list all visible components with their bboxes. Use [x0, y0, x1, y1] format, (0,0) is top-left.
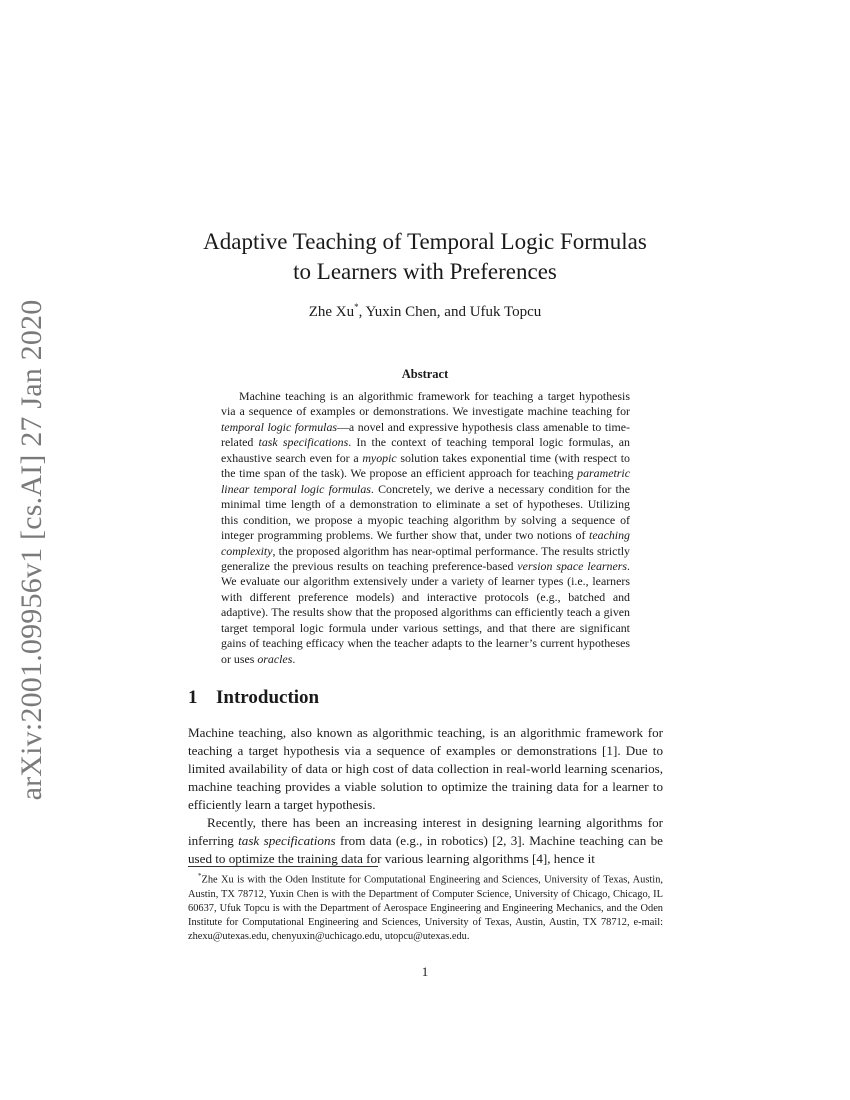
- abstract-emphasis: oracles: [257, 651, 293, 666]
- abstract-segment: —a novel and expressive hypothesis class amenable to time-related: [221, 419, 630, 450]
- abstract-emphasis: version space learners: [517, 558, 628, 573]
- abstract-segment: solution takes exponential time (with respect to the time span of the task). We propose an efficient approach for teaching: [221, 450, 630, 481]
- author-first: Zhe Xu: [308, 304, 355, 320]
- author-affiliation-footnote: [188, 869, 663, 944]
- section-heading-introduction: [188, 687, 319, 709]
- author-list: [150, 302, 700, 321]
- abstract-segment: , the proposed algorithm has near-optimal performance. The results strictly generalize the previous results on teaching preference-based: [221, 543, 630, 573]
- intro-paragraph-1: Machine teaching, also known as algorithmic teaching, is an algorithmic framework for teaching a target hypothesis via a sequence of examples or demonstrations [1]. Due to limited availability of data or high cost of data collection in real-world learning scenarios, machine teaching provides a viable solution to optimize the training data for a learner to efficiently learn a target hypothesis.: [188, 725, 663, 813]
- paper-title: [150, 227, 700, 287]
- page-number: 1: [421, 964, 429, 979]
- section-number: 1: [188, 687, 198, 708]
- abstract-heading: Abstract: [401, 367, 449, 381]
- abstract-segment: .: [292, 651, 296, 666]
- footnote-divider: [188, 866, 378, 867]
- intro-segment: from data (e.g., in robotics) [2, 3]. Machine teaching can be used to optimize the training data for various learning algorithms [4], hence it: [188, 833, 663, 867]
- abstract-emphasis: task specifications: [258, 435, 349, 450]
- paper-title-line-1: Adaptive Teaching of Temporal Logic Formulas: [203, 229, 647, 254]
- abstract-body: [221, 389, 630, 667]
- arxiv-identifier-stamp: [2, 300, 62, 800]
- footnote-mark: *: [198, 872, 202, 880]
- abstract-emphasis: myopic: [362, 450, 397, 465]
- abstract-segment: . In the context of teaching temporal logic formulas, an exhaustive search even for a: [221, 435, 630, 465]
- abstract-segment: . Concretely, we derive a necessary condition for the minimal time length of a demonstration to eliminate a set of hypotheses. Utilizing this condition, we propose a myopic teaching algorithm by solving a sequence of integer programming problems. We further show that, under two notions of: [221, 481, 630, 543]
- footnote-text: Zhe Xu is with the Oden Institute for Computational Engineering and Sciences, University of Texas, Austin, Austin, TX 78712, Yuxin Chen is with the Department of Computer Science, University of Chicago, Chicago, IL 60637, Ufuk Topcu is with the Department of Aerospace Engineering and Engineering Mechanics, and the Oden Institute for Computational Engineering and Sciences, University of Texas, Austin, Austin, TX 78712, e-mail: zhexu@utexas.edu, chenyuxin@uchicago.edu, utopcu@utexas.edu.: [188, 874, 663, 943]
- introduction-body: [188, 724, 663, 868]
- abstract-paragraph: [221, 389, 630, 667]
- abstract-emphasis: parametric linear temporal logic formulas: [221, 466, 630, 496]
- paper-title-line-2: to Learners with Preferences: [293, 259, 557, 284]
- intro-paragraph-2: [188, 814, 663, 868]
- intro-emphasis: task specifications: [238, 833, 336, 849]
- intro-segment: Recently, there has been an increasing interest in designing learning algorithms for inferring: [188, 815, 663, 849]
- abstract-segment: . We evaluate our algorithm extensively under a variety of learner types (i.e., learners with different preference models) and interactive protocols (e.g., batched and adaptive). The results show that the proposed algorithms can efficiently teach a given target temporal logic formula under various settings, and that there are significant gains of teaching efficacy when the teacher adapts to the learner’s current hypotheses or uses: [221, 558, 630, 666]
- arxiv-identifier-text: arXiv:2001.09956v1 [cs.AI] 27 Jan 2020: [15, 299, 48, 801]
- author-rest: , Yuxin Chen, and Ufuk Topcu: [358, 304, 542, 320]
- abstract-emphasis: teaching complexity: [221, 528, 630, 558]
- author-footnote-mark: *: [354, 302, 359, 312]
- abstract-segment: Machine teaching is an algorithmic framework for teaching a target hypothesis via a sequence of examples or demonstrations. We investigate machine teaching for: [221, 389, 630, 419]
- section-title: Introduction: [216, 687, 320, 708]
- abstract-emphasis: temporal logic formulas: [221, 419, 338, 434]
